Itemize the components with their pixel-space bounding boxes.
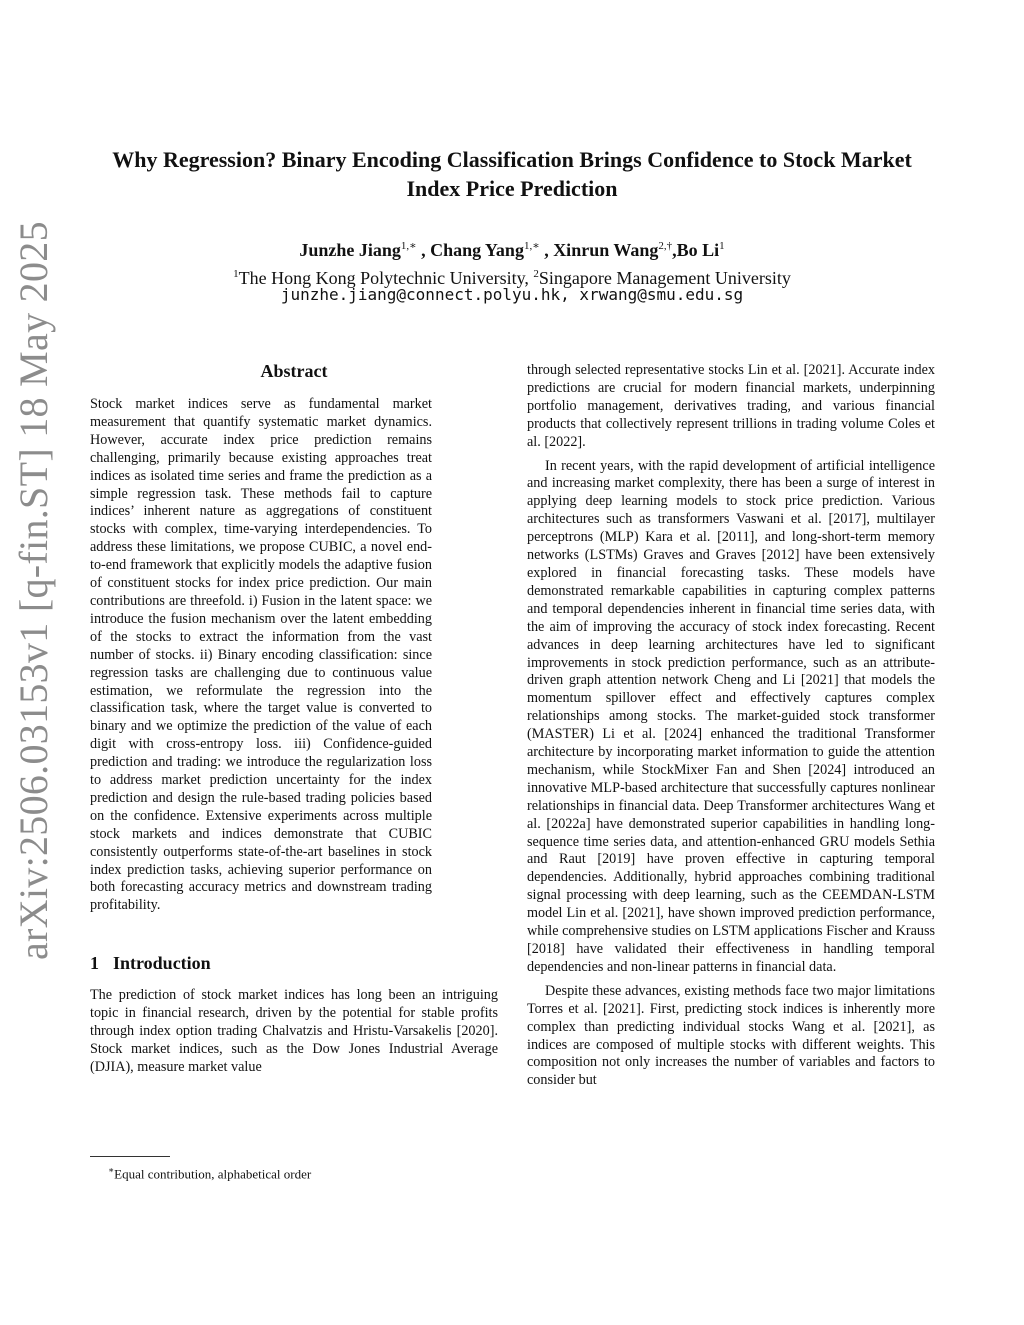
- arxiv-side-stamp: arXiv:2506.03153v1 [q-fin.ST] 18 May 2025: [11, 221, 56, 960]
- affiliation-mark: 1: [233, 268, 239, 280]
- paper-title: Why Regression? Binary Encoding Classification Brings Confidence to Stock Market Index Price Prediction: [112, 147, 912, 201]
- footnote-mark: ∗: [108, 1165, 115, 1175]
- footnote-text: Equal contribution, alphabetical order: [114, 1166, 312, 1182]
- author-emails: junzhe.jiang@connect.polyu.hk, xrwang@smu.edu.sg: [280, 285, 744, 304]
- section-number: 1: [90, 953, 99, 974]
- affiliation-mark: 2: [533, 268, 539, 280]
- right-column: [527, 362, 935, 1090]
- author-name: Xinrun Wang: [553, 240, 659, 260]
- author-name: Junzhe Jiang: [299, 240, 401, 260]
- affiliation-1: The Hong Kong Polytechnic University,: [238, 268, 529, 288]
- author-name: Bo Li: [676, 240, 720, 260]
- intro-paragraph-3: Despite these advances, existing methods face two major limitations Torres et al. [2021]. First, predicting stock indices is inherently more complex than predicting individual stocks Wang et al. [2021], as indices are composed of multiple stocks with different weights. This composition not only increases the number of variables and factors to consider but: [527, 982, 935, 1089]
- intro-paragraph-1: The prediction of stock market indices has long been an intriguing topic in financial research, driven by the potential for stable profits through index option trading Chalvatzis and Hristu-Varsakelis [2020]. Stock market indices, such as the Dow Jones Industrial Average (DJIA), measure market value: [90, 987, 498, 1075]
- abstract-text: Stock market indices serve as fundamental market measurement that quantify systematic market dynamics. However, accurate index price prediction remains challenging, primarily because existing approaches treat indices as isolated time series and frame the prediction as a simple regression task. These methods fail to capture indices’ inherent nature as aggregations of constituent stocks with complex, time-varying interdependencies. To address these limitations, we propose CUBIC, a novel end-to-end framework that explicitly models the adaptive fusion of constituent stocks for index price prediction. Our main contributions are threefold. i) Fusion in the latent space: we introduce the fusion mechanism over the latent embedding of the stocks to extract the information from the vast number of stocks. ii) Binary encoding classification: since regression tasks are challenging due to continuous value estimation, we reformulate the regression into the classification task, where the target value is converted to binary and we optimize the prediction of the value of each digit with cross-entropy loss. iii) Confidence-guided prediction and trading: we introduce the regularization loss to address market prediction uncertainty for the index prediction and design the rule-based trading policies based on the confidence. Extensive experiments across multiple stock markets and indices demonstrate that CUBIC consistently outperforms state-of-the-art baselines in stock index prediction tasks, achieving superior performance on both forecasting accuracy metrics and downstream trading profitability.: [90, 396, 432, 914]
- section-heading-introduction: [90, 951, 498, 975]
- intro-paragraph-1-continued: through selected representative stocks Lin et al. [2021]. Accurate index predictions are crucial for modern financial markets, underpinning portfolio management, derivatives trading, and various financial products that collectively represent trillions in trading volume Coles et al. [2022].: [527, 362, 935, 450]
- left-column: [90, 358, 498, 1077]
- footnote: [108, 1162, 311, 1182]
- affiliation-2: Singapore Management University: [538, 268, 791, 288]
- author-mark: 1,∗: [400, 240, 417, 252]
- footnote-divider: [90, 1156, 170, 1157]
- author-mark: 1: [719, 240, 725, 252]
- author-name: Chang Yang: [430, 240, 524, 260]
- author-mark: 1,∗: [523, 240, 540, 252]
- author-mark: 2,†: [658, 240, 673, 252]
- intro-paragraph-2: In recent years, with the rapid development of artificial intelligence and increasing market complexity, there has been a surge of interest in applying deep learning models to stock price prediction. Various architectures such as transformers Vaswani et al. [2017], multilayer perceptrons (MLP) Kara et al. [2011], and long-short-term memory networks (LSTMs) Graves and Graves [2012] have been extensively explored in financial forecasting tasks. These models have demonstrated remarkable capabilities in capturing complex patterns and temporal dependencies inherent in financial time series data, with the aim of improving the accuracy of stock index forecasting. Recent advances in deep learning architectures have led to significant improvements in stock prediction performance, such as an attribute-driven graph attention network Cheng and Li [2021] that models the momentum spillover effect and effectively captures complex relationships among stocks. The market-guided stock transformer (MASTER) Li et al. [2024] enhanced the traditional Transformer architecture by incorporating market information to guide the attention mechanism, while StockMixer Fan and Shen [2024] introduced an innovative MLP-based architecture that successfully captures nonlinear relationships in financial data. Deep Transformer architectures Wang et al. [2022a] have demonstrated superior capabilities in handling long-sequence time series data, and attention-enhanced GRU models Sethia and Raut [2019] have proven effective in capturing temporal dependencies. Additionally, hybrid approaches combining traditional signal processing with deep learning, such as the CEEMDAN-LSTM model Lin et al. [2021], have shown improved prediction performance, while comprehensive studies on LSTM applications Fischer and Krauss [2018] have validated their effectiveness in handling temporal dependencies and non-linear patterns in financial data.: [527, 457, 935, 975]
- abstract-heading: Abstract: [260, 361, 328, 381]
- section-title: Introduction: [113, 953, 211, 974]
- author-list: Junzhe Jiang$^{1,∗}$ , Chang Yang$^{1,∗}$ , Xinrun Wang$^{2,\dagger}$,Bo Li$^1$: [299, 240, 725, 260]
